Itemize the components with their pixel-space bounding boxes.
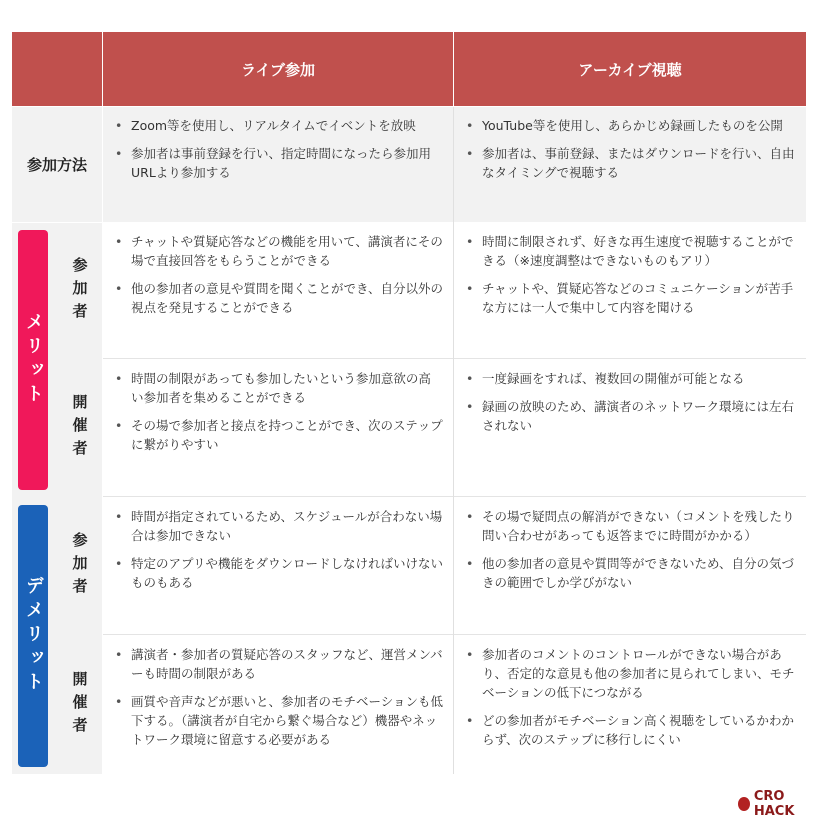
logo-text: CRO HACK (753, 789, 795, 819)
list-item: • 時間に制限されず、好きな再生速度で視聴することができる（※速度調整はできないものもアリ） (460, 232, 796, 270)
header-corner (12, 32, 102, 106)
demerit-badge: デメリット (18, 505, 48, 767)
list-item: • 講演者・参加者の質疑応答のスタッフなど、運営メンバーも時間の制限がある (109, 645, 443, 683)
merit-participant-label: 参加者 (70, 256, 89, 326)
list-item: • 一度録画をすれば、複数回の開催が可能となる (460, 369, 796, 388)
merit-organizer-archive-cell (454, 360, 806, 497)
list-item: • 画質や音声などが悪いと、参加者のモチベーションも低下する。（講演者が自宅から繋ぐ場合など）機器やネットワーク環境に留意する必要がある (109, 692, 443, 749)
demerit-participant-label: 参加者 (70, 532, 89, 601)
list-item: • どの参加者がモチベーション高く視聴をしているかわからず、次のステップに移行しにくい (460, 711, 796, 749)
method-label: 参加方法 (12, 107, 102, 222)
merit-organizer-label: 開催者 (70, 394, 89, 463)
header-archive: アーカイブ視聴 (454, 32, 806, 106)
demerit-organizer-label: 開催者 (70, 670, 89, 740)
list-item: • 参加者は事前登録を行い、指定時間になったら参加用URLより参加する (109, 144, 443, 182)
method-live-cell (103, 107, 453, 222)
method-archive-cell (454, 107, 806, 222)
header-live: ライブ参加 (103, 32, 453, 106)
list-item: • 時間の制限があっても参加したいという参加意欲の高い参加者を集めることができる (109, 369, 443, 407)
list-item: • YouTube等を使用し、あらかじめ録画したものを公開 (460, 116, 796, 135)
list-item: • チャットや、質疑応答などのコミュニケーションが苦手な方には一人で集中して内容を聞ける (460, 279, 796, 317)
list-item: • Zoom等を使用し、リアルタイムでイベントを放映 (109, 116, 443, 135)
merit-organizer-live-cell (103, 360, 453, 497)
list-item: • チャットや質疑応答などの機能を用いて、講演者にその場で直接回答をもらうことができる (109, 232, 443, 270)
list-item: • 時間が指定されているため、スケジュールが合わない場合は参加できない (109, 507, 443, 545)
method-archive-list (460, 116, 796, 182)
demerit-organizer-live-cell (103, 636, 453, 774)
list-item: • 参加者のコメントのコントロールができない場合があり、否定的な意見も他の参加者に見られてしまい、モチベーションの低下につながる (460, 645, 796, 702)
method-live-list (109, 116, 443, 182)
merit-badge: メリット (18, 230, 48, 490)
list-item: • 他の参加者の意見や質問を聞くことができ、自分以外の視点を発見することができる (109, 279, 443, 317)
demerit-participant-archive-cell (454, 498, 806, 635)
list-item: • 特定のアプリや機能をダウンロードしなければいけないものもある (109, 554, 443, 592)
demerit-participant-live-cell (103, 498, 453, 635)
list-item: • 他の参加者の意見や質問等ができないため、自分の気づきの範囲でしか学びがない (460, 554, 796, 592)
list-item: • 録画の放映のため、講演者のネットワーク環境には左右されない (460, 397, 796, 435)
demerit-organizer-archive-cell (454, 636, 806, 774)
list-item: • 参加者は、事前登録、またはダウンロードを行い、自由なタイミングで視聴する (460, 144, 796, 182)
merit-participant-archive-cell (454, 223, 806, 359)
brand-logo (738, 789, 818, 819)
list-item: • その場で参加者と接点を持つことができ、次のステップに繋がりやすい (109, 416, 443, 454)
column-divider (453, 107, 454, 774)
merit-participant-live-cell (103, 223, 453, 359)
brain-icon (738, 797, 750, 811)
list-item: • その場で疑問点の解消ができない（コメントを残したり問い合わせがあっても返答までに時間がかかる） (460, 507, 796, 545)
